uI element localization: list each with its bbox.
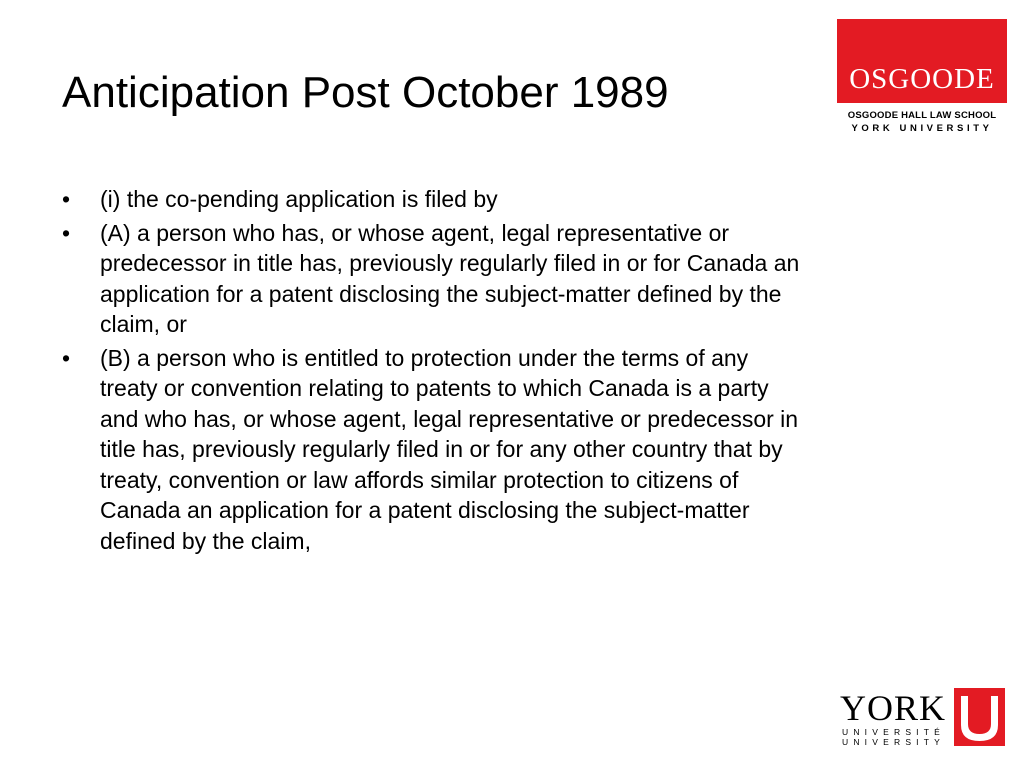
osgoode-logo-school-name: OSGOODE HALL LAW SCHOOL (847, 110, 997, 121)
bullet-item (62, 218, 807, 340)
bullet-item (62, 343, 807, 557)
bullet-icon: • (62, 186, 71, 212)
bullet-text: (B) a person who is entitled to protection under the terms of any treaty or convention relating to patents to which Canada is a party and who has, or whose agent, legal representative or predecessor in title has, previously regularly filed in or for any other country that by treaty, convention or law affords similar protection to citizens of Canada an application for a patent disclosing the subject-matter defined by the claim, (100, 344, 799, 554)
osgoode-logo-university-name: YORK UNIVERSITY (851, 123, 993, 134)
york-university-logo (840, 688, 1006, 748)
york-logo-universite: UNIVERSITÉ (842, 727, 946, 737)
bullet-text: (A) a person who has, or whose agent, legal representative or predecessor in title has, previously regularly filed in or for Canada an application for a patent disclosing the subject-matter defined by the claim, or (100, 219, 800, 337)
york-logo-university: UNIVERSITY (842, 737, 946, 747)
york-logo-wordmark: YORK (840, 688, 947, 728)
bullet-item (62, 184, 807, 215)
slide-title: Anticipation Post October 1989 (62, 68, 669, 117)
osgoode-logo (837, 19, 1007, 141)
bullet-list (62, 184, 807, 559)
bullet-text: (i) the co-pending application is filed by (100, 186, 498, 212)
york-u-glyph (954, 688, 1005, 746)
bullet-icon: • (62, 344, 71, 371)
york-u-icon (954, 688, 1005, 746)
bullet-icon: • (62, 219, 71, 246)
osgoode-logo-wordmark: OSGOODE (849, 63, 995, 95)
